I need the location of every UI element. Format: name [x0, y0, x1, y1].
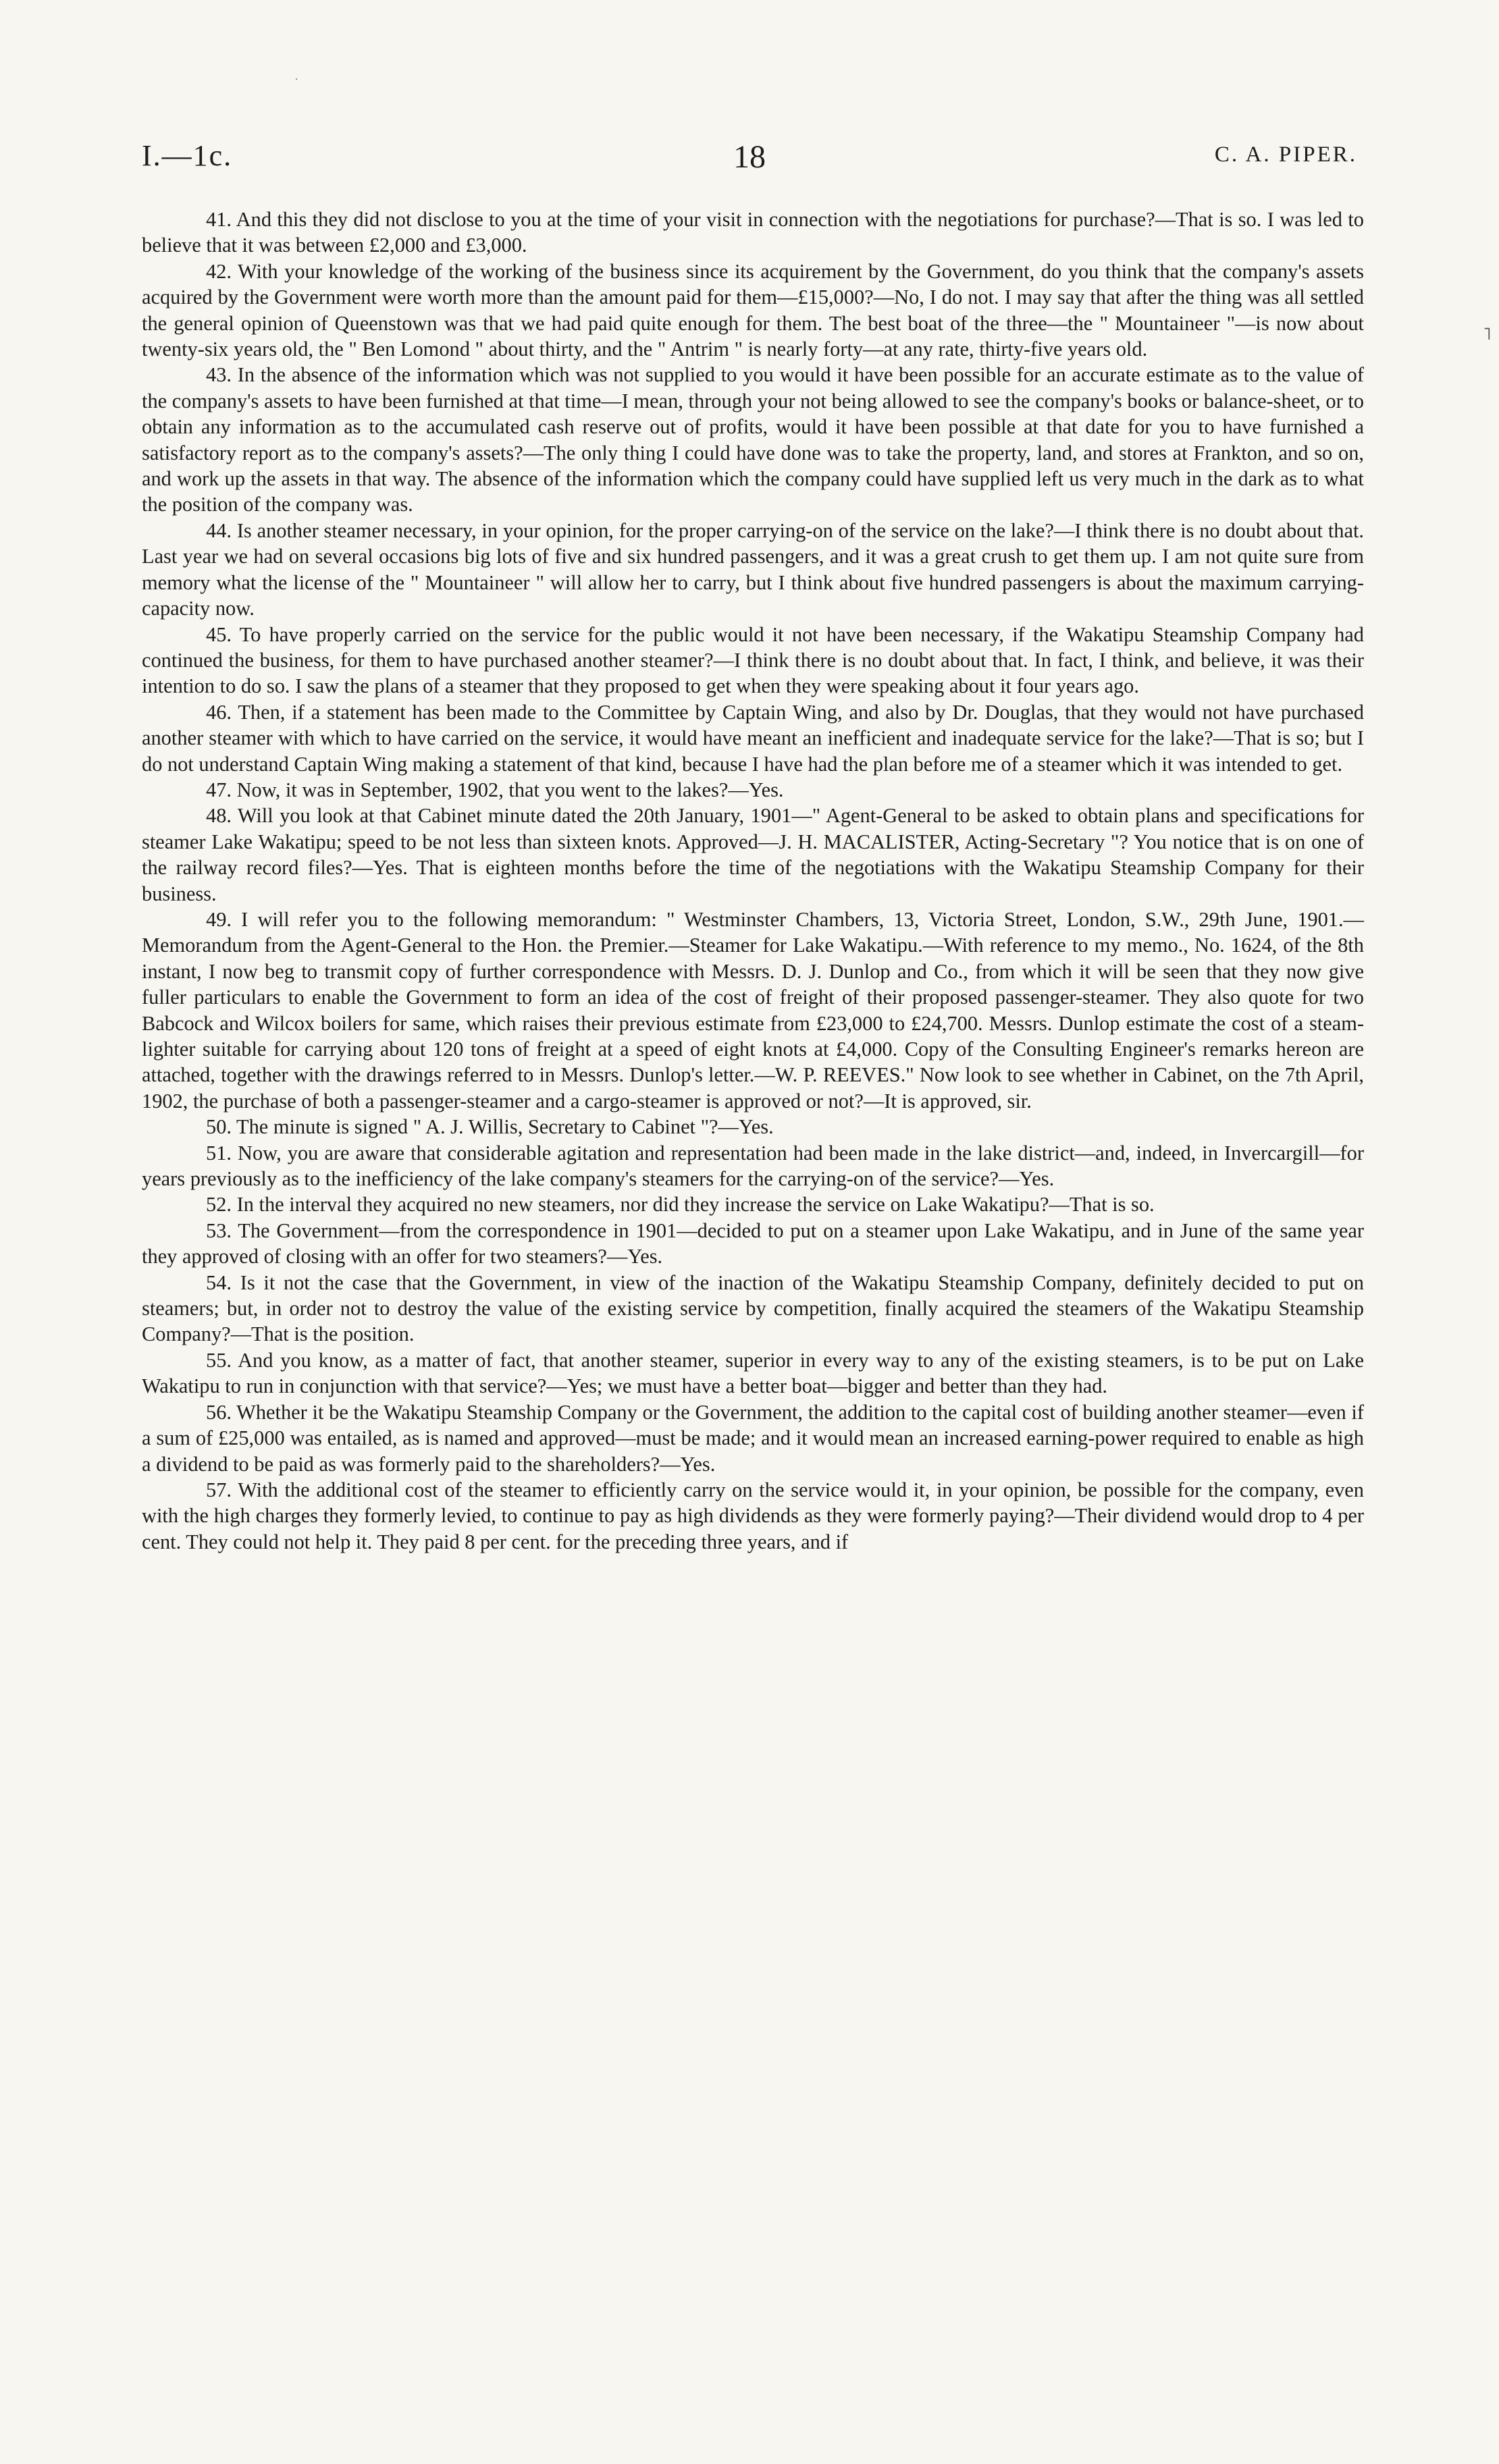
paragraph-41: 41. And this they did not disclose to you at the time of your visit in connection with the negotiations for purchase?—That is so. I was led to believe that it was between £2,000 and £3,000. — [142, 208, 1364, 257]
paragraph-47: 47. Now, it was in September, 1902, that you went to the lakes?—Yes. — [206, 778, 784, 801]
paragraph-49: 49. I will refer you to the following memorandum: " Westminster Chambers, 13, Victoria Street, London, S.W., 29th June, 1901.—Memorandum from the Agent-General to the Hon. the Premier.—Steamer for Lake Wakatipu.—With reference to my memo., No. 1624, of the 8th instant, I now beg to transmit copy of further correspondence with Messrs. D. J. Dunlop and Co., from which it will be seen that they now give fuller particulars to enable the Government to form an idea of the cost of freight of their proposed passenger-steamer. They also quote for two Babcock and Wilcox boilers for same, which raises their previous estimate from £23,000 to £24,700. Messrs. Dunlop estimate the cost of a steam-lighter suitable for carrying about 120 tons of freight at a speed of eight knots at £4,000. Copy of the Consulting Engineer's remarks hereon are attached, together with the drawings referred to in Messrs. Dunlop's letter.—W. P. REEVES." Now look to see whether in Cabinet, on the 7th April, 1902, the purchase of both a passenger-steamer and a cargo-steamer is approved or not?—It is approved, sir. — [142, 907, 1364, 1113]
paragraph-53: 53. The Government—from the correspondence in 1901—decided to put on a steamer upon Lake Wakatipu, and in June of the same year they approved of closing with an offer for two steamers?—Yes. — [142, 1218, 1364, 1268]
paragraph-42: 42. With your knowledge of the working of the business since its acquirement by the Government, do you think that the company's assets acquired by the Government were worth more than the amount paid for them—£15,000?—No, I do not. I may say that after the thing was all settled the general opinion of Queenstown was that we had paid quite enough for them. The best boat of the three—the " Mountaineer "—is now about twenty-six years old, the " Ben Lomond " about thirty, and the " Antrim " is nearly forty—at any rate, thirty-five years old. — [142, 259, 1364, 361]
paragraph-57: 57. With the additional cost of the steamer to efficiently carry on the service would it, in your opinion, be possible for the company, even with the high charges they formerly levied, to continue to pay as high dividends as they were formerly paying?—Their dividend would drop to 4 per cent. They could not help it. They paid 8 per cent. for the preceding three years, and if — [142, 1478, 1364, 1553]
document-reference: I.—1c. — [142, 139, 233, 172]
page-number: 18 — [733, 139, 766, 175]
page-body — [142, 207, 1364, 1555]
paragraph-48: 48. Will you look at that Cabinet minute dated the 20th January, 1901—" Agent-General to be asked to obtain plans and specifications for steamer Lake Wakatipu; speed to be not less than sixteen knots. Approved—J. H. MACALISTER, Acting-Secretary "? You notice that is on one of the railway record files?—Yes. That is eighteen months before the time of the negotiations with the Wakatipu Steamship Company for their business. — [142, 804, 1364, 905]
paragraph-50: 50. The minute is signed " A. J. Willis, Secretary to Cabinet "?—Yes. — [206, 1115, 774, 1139]
witness-name: C. A. PIPER. — [1214, 142, 1357, 167]
paragraph-51: 51. Now, you are aware that considerable agitation and representation had been made in the lake district—and, indeed, in Invercargill—for years previously as to the inefficiency of the lake company's steamers for the carrying-on of the service?—Yes. — [142, 1141, 1364, 1191]
paragraph-56: 56. Whether it be the Wakatipu Steamship Company or the Government, the addition to the capital cost of building another steamer—even if a sum of £25,000 was entailed, as is named and approved—must be made; and it would mean an increased earning-power required to enable as high a dividend to be paid as was formerly paid to the shareholders?—Yes. — [142, 1400, 1364, 1476]
paragraph-46: 46. Then, if a statement has been made to the Committee by Captain Wing, and also by Dr. Douglas, that they would not have purchased another steamer with which to have carried on the service, it would have meant an inefficient and inadequate service for the lake?—That is so; but I do not understand Captain Wing making a statement of that kind, because I have had the plan before me of a steamer which it was intended to get. — [142, 700, 1364, 776]
paragraph-44: 44. Is another steamer necessary, in your opinion, for the proper carrying-on of the service on the lake?—I think there is no doubt about that. Last year we had on several occasions big lots of five and six hundred passengers, and it was a great crush to get them up. I am not quite sure from memory what the license of the " Mountaineer " will allow her to carry, but I think about five hundred passengers is about the maximum carrying-capacity now. — [142, 518, 1364, 620]
paragraph-52: 52. In the interval they acquired no new steamers, nor did they increase the service on Lake Wakatipu?—That is so. — [206, 1193, 1155, 1216]
margin-mark: ˥ — [1483, 324, 1492, 344]
scan-speck: · — [295, 74, 298, 85]
page-header — [142, 138, 1357, 179]
paragraph-43: 43. In the absence of the information which was not supplied to you would it have been possible for an accurate estimate as to the value of the company's assets to have been furnished at that time—I mean, through your not being allowed to see the company's books or balance-sheet, or to obtain any information as to the accumulated cash reserve out of profits, would it have been possible at that date for you to have furnished a satisfactory report as to the company's assets?—The only thing I could have done was to take the property, land, and stores at Frankton, and so on, and work up the assets in that way. The absence of the information which the company could have supplied left us very much in the dark as to what the position of the company was. — [142, 363, 1364, 516]
paragraph-55: 55. And you know, as a matter of fact, that another steamer, superior in every way to any of the existing steamers, is to be put on Lake Wakatipu to run in conjunction with that service?—Yes; we must have a better boat—bigger and better than they had. — [142, 1348, 1364, 1398]
paragraph-54: 54. Is it not the case that the Government, in view of the inaction of the Wakatipu Steamship Company, definitely decided to put on steamers; but, in order not to destroy the value of the existing service by competition, finally acquired the steamers of the Wakatipu Steamship Company?—That is the position. — [142, 1270, 1364, 1346]
paragraph-45: 45. To have properly carried on the service for the public would it not have been necessary, if the Wakatipu Steamship Company had continued the business, for them to have purchased another steamer?—I think there is no doubt about that. In fact, I think, and believe, it was their intention to do so. I saw the plans of a steamer that they proposed to get when they were speaking about it four years ago. — [142, 622, 1364, 698]
